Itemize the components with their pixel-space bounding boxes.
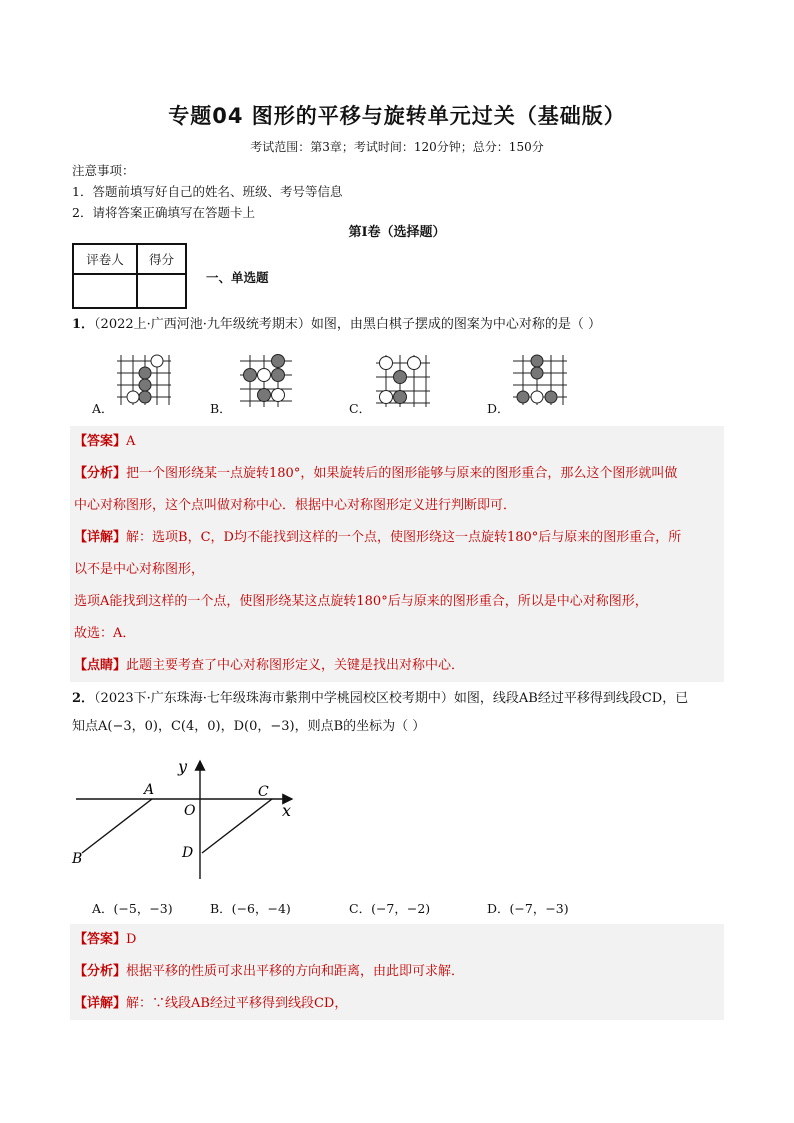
page-title: 专题04 图形的平移与旋转单元过关（基础版）: [168, 104, 626, 128]
analysis-text: 根据平移的性质可求出平移的方向和距离，由此即可求解．: [126, 964, 465, 979]
question-number: 1．: [72, 317, 95, 332]
x-axis-label: x: [282, 801, 292, 820]
score-cell: [137, 274, 186, 308]
analysis-tag: 【分析】: [74, 964, 127, 979]
point-d-label: D: [182, 845, 194, 861]
question-2-line1: [72, 685, 724, 713]
analysis-text: 把一个图形绕某一点旋转180°，如果旋转后的图形能够与原来的图形重合，那么这个图形就叫做: [126, 466, 678, 481]
note-item: 2．请将答案正确填写在答题卡上: [72, 205, 255, 220]
detail-text: 解：选项B，C，D均不能找到这样的一个点，使图形绕这一点旋转180°后与原来的图形重合，所: [126, 530, 682, 545]
question-text: 如图，由黑白棋子摆成的图案为中心对称的是（ ）: [310, 317, 602, 332]
exam-info: 考试范围：第3章；考试时间：120分钟；总分：150分: [250, 140, 544, 154]
q2-detail-line: [74, 988, 720, 1020]
question-number: 2．: [72, 691, 95, 706]
point-a-label: A: [144, 782, 155, 798]
detail-tag: 【详解】: [74, 996, 127, 1011]
go-pattern-c: [372, 353, 434, 409]
answer-value: D: [126, 932, 137, 947]
q2-solution: [70, 924, 724, 1020]
comment-tag: 【点睛】: [74, 658, 127, 673]
q1-analysis-line: [74, 458, 720, 490]
score-header: 得分: [137, 244, 186, 274]
option-d: D．: [487, 401, 510, 416]
notes-heading: 注意事项：: [72, 163, 135, 178]
question-text-cont: 知点A(−3，0)，C(4，0)，D(0，−3)，则点B的坐标为（ ）: [72, 719, 426, 734]
point-b-label: B: [72, 851, 83, 867]
q2-option-b: B．(−6，−4): [210, 901, 291, 916]
detail-conclusion: 故选：A．: [74, 626, 136, 641]
q2-option-d: D．(−7，−3): [487, 901, 569, 916]
note-item: 1．答题前填写好自己的姓名、班级、考号等信息: [72, 184, 343, 199]
q1-solution: [70, 426, 724, 682]
answer-tag: 【答案】: [74, 434, 127, 449]
coordinate-figure: [70, 755, 310, 883]
notes-block: [72, 160, 342, 223]
detail-text-cont: 以不是中心对称图形，: [74, 562, 205, 577]
question-source: （2022上·广西河池·九年级统考期末）: [94, 317, 311, 332]
grader-cell: [73, 274, 137, 308]
go-pattern-b: [236, 353, 296, 409]
answer-value: A: [126, 434, 136, 449]
go-pattern-a: [113, 353, 175, 409]
comment-text: 此题主要考查了中心对称图形定义，关键是找出对称中心．: [126, 658, 465, 673]
detail-text: 解：∵线段AB经过平移得到线段CD，: [126, 996, 348, 1011]
section-heading: 第Ⅰ卷（选择题）: [348, 225, 446, 240]
q2-analysis-line: [74, 956, 720, 988]
point-c-label: C: [258, 784, 269, 800]
origin-label: O: [184, 803, 196, 819]
part-label: 一、单选题: [206, 270, 269, 285]
q1-comment-line: [74, 650, 720, 682]
detail-text-cont: 选项A能找到这样的一个点，使图形绕某这点旋转180°后与原来的图形重合，所以是中心对称图形，: [74, 594, 648, 609]
answer-tag: 【答案】: [74, 932, 127, 947]
q2-option-c: C．(−7，−2): [349, 901, 431, 916]
q1-detail-line: [74, 522, 720, 554]
option-b: B．: [210, 401, 232, 416]
question-text: 如图，线段AB经过平移得到线段CD，已: [453, 691, 689, 706]
score-table: [72, 243, 187, 309]
q1-answer-line: [74, 426, 720, 458]
analysis-text-cont: 中心对称图形，这个点叫做对称中心．根据中心对称图形定义进行判断即可．: [74, 498, 517, 513]
question-source: （2023下·广东珠海·七年级珠海市紫荆中学桃园校区校考期中）: [94, 691, 454, 706]
segment-ab: [82, 799, 152, 853]
q2-answer-line: [74, 924, 720, 956]
question-1: [72, 311, 724, 339]
y-axis-label: y: [178, 757, 188, 776]
analysis-tag: 【分析】: [74, 466, 127, 481]
segment-cd: [202, 799, 272, 853]
detail-tag: 【详解】: [74, 530, 127, 545]
option-a: A．: [92, 401, 114, 416]
q2-option-a: A．(−5，−3): [92, 901, 173, 916]
go-pattern-d: [511, 353, 571, 409]
question-2: [72, 685, 724, 741]
grader-header: 评卷人: [73, 244, 137, 274]
option-c: C．: [349, 401, 372, 416]
